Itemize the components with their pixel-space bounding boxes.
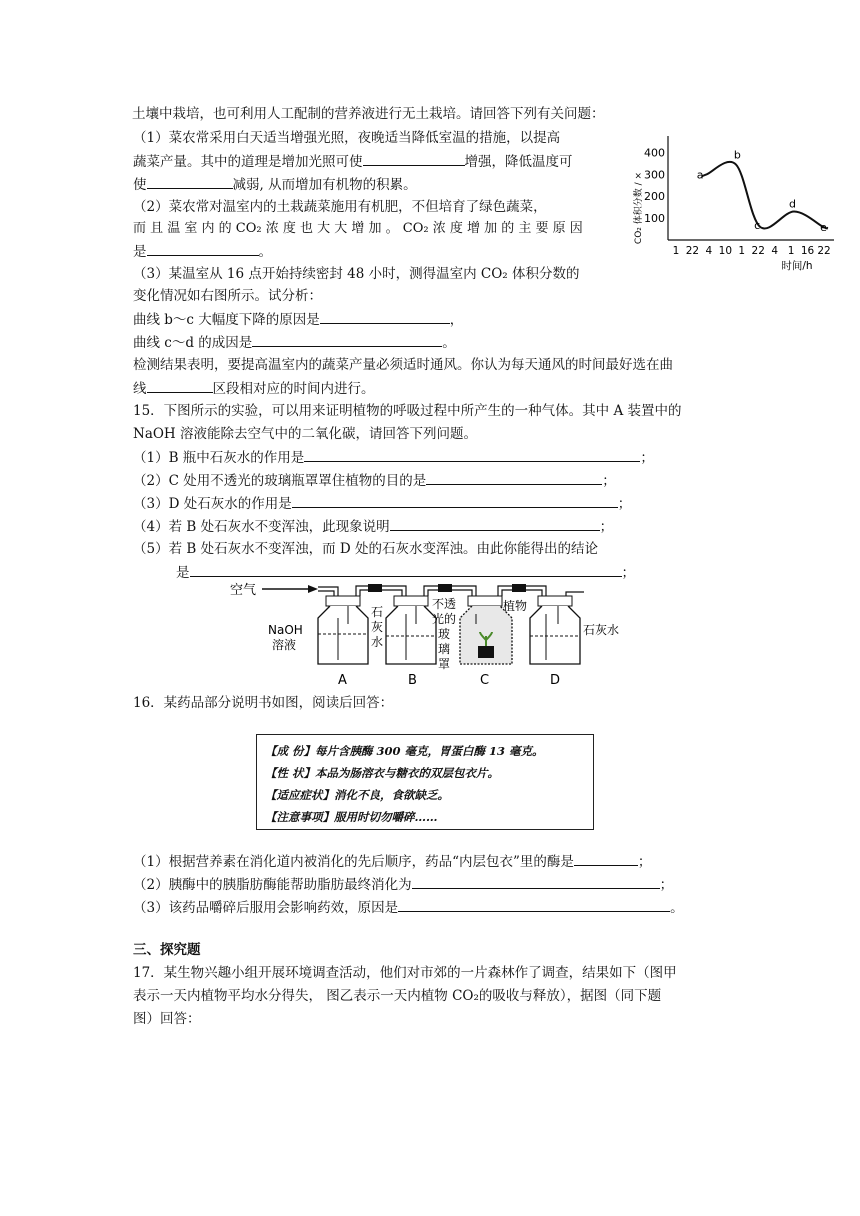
point-label-c: c <box>754 218 761 232</box>
label-c: C <box>480 673 490 688</box>
answer-blank-3[interactable] <box>147 241 259 256</box>
bottle-d <box>530 596 580 664</box>
x-tick-label: 16 <box>800 245 815 257</box>
chart-axes <box>668 136 834 240</box>
q14-part3-text-b: ， <box>449 312 464 328</box>
q15-sub2-text: （2）C 处用不透光的玻璃瓶罩罩住植物的目的是 <box>133 473 427 489</box>
q14-part3-text-f: 区段相对应的时间内进行。 <box>212 381 375 397</box>
answer-blank-8[interactable] <box>426 470 602 485</box>
q16-sub2-text: （2）胰酶中的胰脂肪酶能帮助脂肪最终消化为 <box>133 877 412 893</box>
x-tick-label: 22 <box>685 245 700 257</box>
answer-blank-13[interactable] <box>412 874 660 889</box>
q15-sub1-text: （1）B 瓶中石灰水的作用是 <box>133 450 305 466</box>
answer-blank-11[interactable] <box>190 562 622 577</box>
q17-line3: 图）回答： <box>133 1011 201 1027</box>
q16-sub3-text: （3）该药品嚼碎后服用会影响药效，原因是 <box>133 900 399 916</box>
q14-part1-text-c: 使 <box>133 177 147 193</box>
point-label-a: a <box>696 168 704 182</box>
y-tick-label: 200 <box>644 190 665 204</box>
q14-part2-line1: （2）菜农常对温室内的土栽蔬菜施用有机肥，不但培育了绿色蔬菜， <box>133 199 547 215</box>
opaque-label-3: 玻 <box>438 627 451 641</box>
plant-label: 植物 <box>503 599 528 613</box>
y-tick-label: 100 <box>644 212 665 226</box>
q15-sub1-end: ； <box>640 450 654 466</box>
label-b: B <box>408 673 417 688</box>
q14-part1-line1: （1）菜农常采用白天适当增强光照，夜晚适当降低室温的措施，以提高 <box>133 130 561 146</box>
q14-part1-text-b: 增强，降低温度可 <box>464 154 573 170</box>
q16-intro: 16．某药品部分说明书如图，阅读后回答： <box>133 695 394 711</box>
q14-part2-text-b: 。 <box>258 244 272 260</box>
lime-label-b3: 水 <box>371 635 384 649</box>
q16-sub3-end: 。 <box>670 900 684 916</box>
answer-blank-4[interactable] <box>320 309 450 324</box>
opaque-label-5: 罩 <box>438 657 451 671</box>
answer-blank-12[interactable] <box>574 851 638 866</box>
lime-label-b2: 灰 <box>371 620 384 634</box>
q15-sub5-text: 是 <box>176 565 190 581</box>
lime-label-b1: 石 <box>371 605 384 619</box>
x-tick-label: 1 <box>672 245 680 257</box>
q14-part2-line2: 而 且 温 室 内 的 CO₂ 浓 度 也 大 大 增 加 。 CO₂ 浓 度 增 加 的 主 要 原 因 <box>133 221 583 236</box>
q17-line1: 17．某生物兴趣小组开展环境调查活动，他们对市郊的一片森林作了调查，结果如下（图甲 <box>133 965 677 981</box>
co2-line-chart <box>626 128 836 278</box>
air-label: 空气 <box>230 583 257 598</box>
y-tick-label: 400 <box>644 146 665 160</box>
q16-sub1-end: ； <box>637 854 652 870</box>
answer-blank-6[interactable] <box>147 378 213 393</box>
q16-sub2 <box>133 874 673 895</box>
q14-part3-line4 <box>133 332 456 353</box>
q15-sub3 <box>133 493 631 514</box>
q14-part3-line5: 检测结果表明，要提高温室内的蔬菜产量必须适时通风。你认为每天通风的时间最好选在曲 <box>133 357 673 373</box>
section-3-heading: 三、探究题 <box>133 942 201 958</box>
chart-x-axis-label: 时间/h <box>781 260 813 272</box>
x-tick-label: 4 <box>771 245 779 257</box>
answer-blank-7[interactable] <box>304 447 640 462</box>
naoh-label-1: NaOH <box>268 623 303 637</box>
chart-y-axis-label: CO₂ 体积分数 / × <box>634 171 644 245</box>
point-label-d: d <box>789 197 797 211</box>
opaque-label-4: 璃 <box>438 642 451 656</box>
q14-part3-text-e: 线 <box>133 381 147 397</box>
answer-blank-9[interactable] <box>292 493 618 508</box>
q14-part1-text-a: 蔬菜产量。其中的道理是增加光照可使 <box>133 154 363 170</box>
q14-part3-line2: 变化情况如右图所示。试分析： <box>133 288 322 304</box>
x-tick-label: 4 <box>705 245 713 257</box>
intro-line: 土壤中栽培，也可利用人工配制的营养液进行无土栽培。请回答下列有关问题： <box>132 106 605 122</box>
opaque-label-2: 光的 <box>432 612 457 626</box>
answer-blank-2[interactable] <box>147 174 233 189</box>
box-row-indications: 【适应症状】消化不良，食欲缺乏。 <box>265 788 449 802</box>
point-label-b: b <box>733 148 741 162</box>
q15-sub2 <box>133 470 616 491</box>
q14-part1-line2 <box>133 151 573 172</box>
q14-part3-line3 <box>133 309 463 330</box>
box-row-ingredients: 【成 份】每片含胰酶 300 毫克，胃蛋白酶 13 毫克。 <box>265 744 544 758</box>
q14-part3-line1: （3）某温室从 16 点开始持续密封 48 小时，测得温室内 CO₂ 体积分数的 <box>133 266 580 282</box>
box-row-properties: 【性 状】本品为肠溶衣与糖衣的双层包衣片。 <box>265 766 500 780</box>
q14-part1-text-d: 减弱, 从而增加有机物的积累。 <box>232 177 417 193</box>
y-tick-label: 300 <box>644 168 665 182</box>
q15-sub3-end: ； <box>617 496 632 512</box>
answer-blank-14[interactable] <box>398 897 670 912</box>
co2-curve <box>702 162 828 229</box>
box-row-precautions: 【注意事项】服用时切勿嚼碎…… <box>265 810 438 824</box>
q15-sub5-end: ； <box>621 565 635 581</box>
respiration-apparatus-diagram <box>228 578 648 690</box>
q15-sub3-text: （3）D 处石灰水的作用是 <box>133 496 292 512</box>
lime-label-d: 石灰水 <box>583 623 620 637</box>
q14-part3-line6 <box>133 378 375 399</box>
q16-sub1-text: （1）根据营养素在消化道内被消化的先后顺序，药品“内层包衣”里的酶是 <box>133 854 574 870</box>
q15-sub1 <box>133 447 654 468</box>
naoh-label-2: 溶液 <box>272 638 297 652</box>
q14-part1-line3 <box>133 174 417 195</box>
q16-sub3 <box>133 897 684 918</box>
point-label-e: e <box>820 220 827 234</box>
q14-part3-text-c: 曲线 c～d 的成因是 <box>133 335 253 351</box>
chart-point-labels <box>697 148 827 233</box>
x-tick-label: 22 <box>751 245 765 257</box>
opaque-label-1: 不透 <box>432 597 457 611</box>
q16-sub2-end: ； <box>659 877 674 893</box>
x-tick-label: 22 <box>817 245 831 257</box>
q14-part3-text-d: 。 <box>442 335 456 351</box>
q14-part3-text-a: 曲线 b～c 大幅度下降的原因是 <box>133 312 320 328</box>
x-tick-label: 10 <box>718 245 733 257</box>
x-tick-label: 1 <box>787 245 795 257</box>
x-tick-label: 1 <box>738 245 746 257</box>
q15-sub2-end: ； <box>602 473 616 489</box>
bottle-a <box>318 596 368 664</box>
medicine-instructions-box <box>256 734 594 830</box>
q15-intro-line2: NaOH 溶液能除去空气中的二氧化碳，请回答下列问题。 <box>133 426 477 442</box>
q15-sub5: （5）若 B 处石灰水不变浑浊，而 D 处的石灰水变浑浊。由此你能得出的结论 <box>133 541 598 557</box>
answer-blank-5[interactable] <box>252 332 442 347</box>
air-arrow-head <box>308 585 318 593</box>
label-d: D <box>550 673 561 688</box>
q15-sub4-end: ； <box>599 519 614 535</box>
q14-part2-line3 <box>133 241 272 262</box>
q15-sub4-text: （4）若 B 处石灰水不变浑浊，此现象说明 <box>133 519 390 535</box>
q15-sub4 <box>133 516 613 537</box>
q14-part2-text-a: 是 <box>133 244 147 260</box>
label-a: A <box>338 673 347 688</box>
q17-line2: 表示一天内植物平均水分得失， 图乙表示一天内植物 CO₂的吸收与释放），据图（同下题 <box>133 988 662 1004</box>
q16-sub1 <box>133 851 651 872</box>
answer-blank-10[interactable] <box>390 516 600 531</box>
q15-intro-line1: 15．下图所示的实验，可以用来证明植物的呼吸过程中所产生的一种气体。其中 A 装置中的 <box>133 403 682 419</box>
answer-blank-1[interactable] <box>363 151 465 166</box>
bottle-b <box>386 596 436 664</box>
